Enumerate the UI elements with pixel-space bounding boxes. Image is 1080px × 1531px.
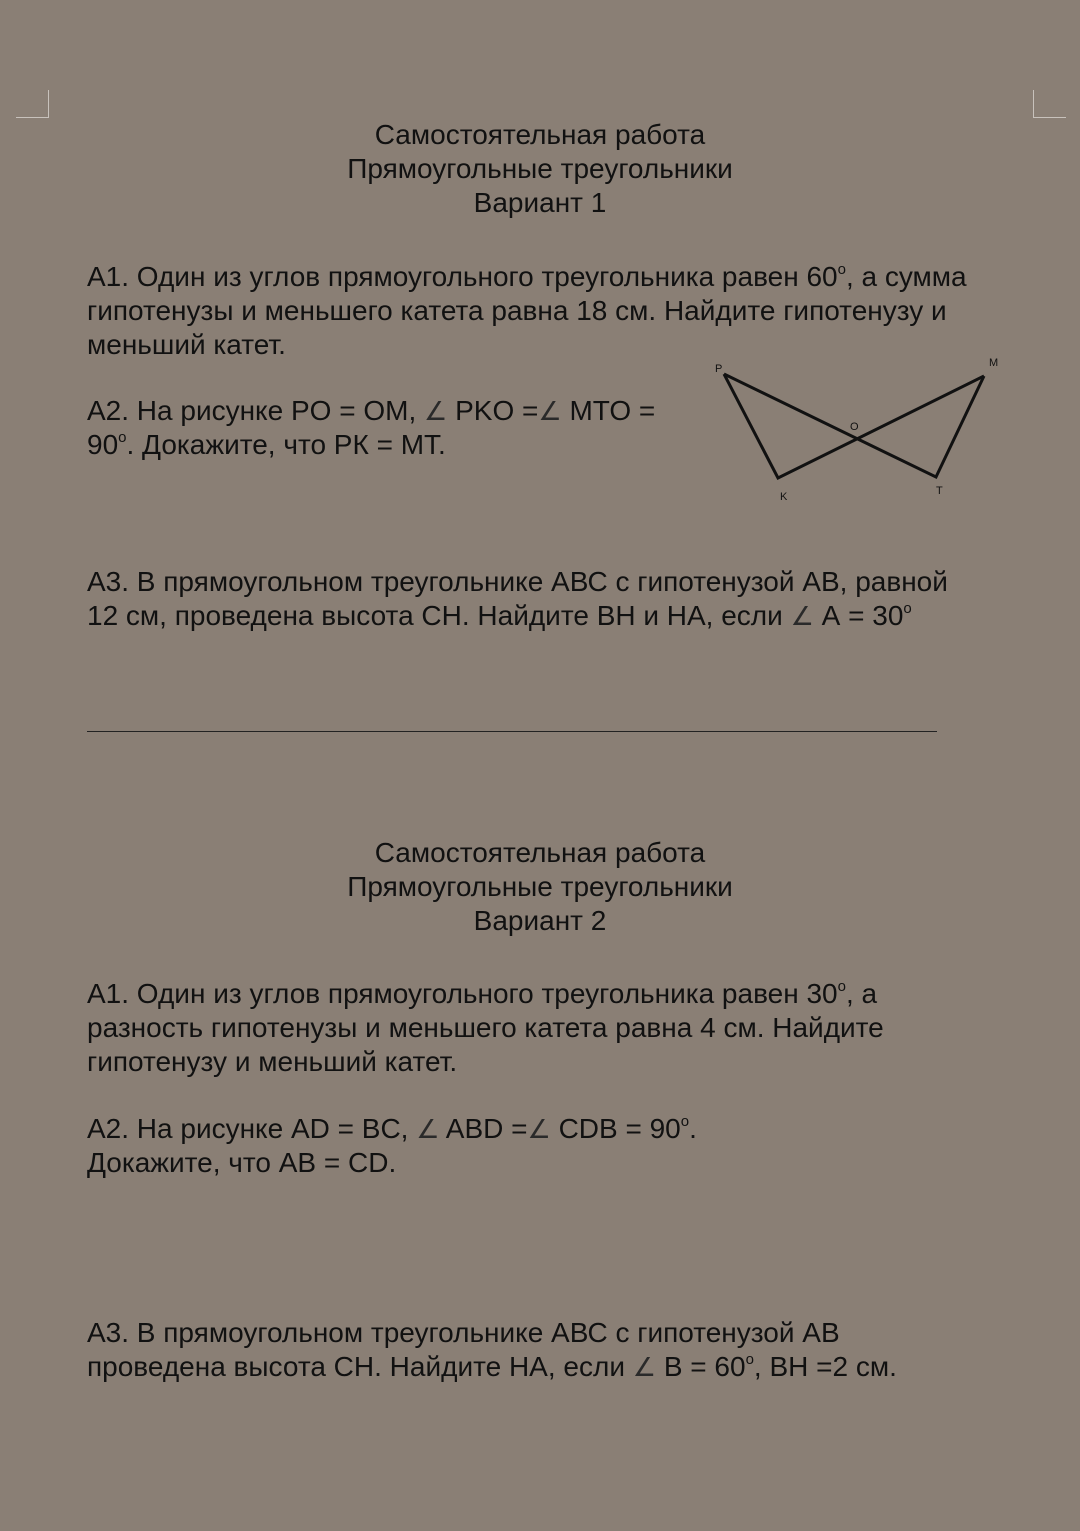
variant2-task-a2: А2. На рисунке AD = BC, ∠ ABD =∠ CDB = $90^o$. Докажите, что AB = CD. — [87, 1112, 697, 1178]
figure-label-k: K — [780, 491, 788, 503]
variant2-variant-label: Вариант 2 — [473, 905, 607, 936]
variant1-title: Самостоятельная работа — [374, 119, 706, 150]
variant2-header — [0, 836, 1080, 938]
figure-label-p: P — [715, 363, 723, 375]
variant2-task-a3: А3. В прямоугольном треугольнике АВС с гипотенузой АВ проведена высота СН. Найдите НА, если ∠ $В = 60^o$, ВН =2 см. — [87, 1317, 897, 1382]
page-corner-mark-left — [16, 90, 49, 118]
degree-sign: o — [903, 599, 912, 617]
variant2-task-a1: А1. Один из углов прямоугольного треугольника равен 30$^o$, а разность гипотенузы и меньшего катета равна 4 см. Найдите гипотенузу и меньший катет. — [87, 977, 884, 1077]
variant1-variant-label: Вариант 1 — [473, 187, 607, 218]
section-divider — [87, 731, 937, 732]
figure-label-t: T — [936, 485, 943, 497]
variant2-subtitle: Прямоугольные треугольники — [347, 871, 733, 902]
degree-sign: o — [118, 428, 127, 446]
degree-sign: o — [745, 1350, 754, 1368]
variant1-task-a1: А1. Один из углов прямоугольного треугольника равен 60$^o$, а сумма гипотенузы и меньшего катета равна 18 см. Найдите гипотенузу и меньший катет. — [87, 260, 967, 360]
figure-label-m: M — [989, 357, 999, 369]
page-corner-mark-right — [1033, 90, 1066, 118]
variant1-subtitle: Прямоугольные треугольники — [347, 153, 733, 184]
angle-icon: ∠ — [790, 601, 814, 631]
triangles-figure — [700, 350, 1020, 510]
variant1-header — [0, 118, 1080, 220]
angle-icon: ∠ — [424, 396, 448, 426]
degree-sign: o — [837, 977, 846, 995]
variant1-task-a3: А3. В прямоугольном треугольнике АВС с гипотенузой АВ, равной 12 см, проведена высота СН. Найдите ВН и НА, если ∠ $А = 30^o$ — [87, 566, 948, 631]
degree-sign: o — [837, 260, 846, 278]
angle-icon: ∠ — [632, 1352, 657, 1382]
angle-icon: ∠ — [527, 1114, 551, 1144]
angle-icon: ∠ — [416, 1114, 440, 1144]
variant1-task-a2: А2. На рисунке PO = OM, ∠ PKO =∠ MTO = $90^o$. Докажите, что РК = МТ. — [87, 395, 656, 460]
figure-label-o: O — [850, 421, 859, 433]
degree-sign: o — [680, 1112, 690, 1130]
angle-icon: ∠ — [538, 396, 562, 426]
variant2-title: Самостоятельная работа — [374, 837, 706, 868]
